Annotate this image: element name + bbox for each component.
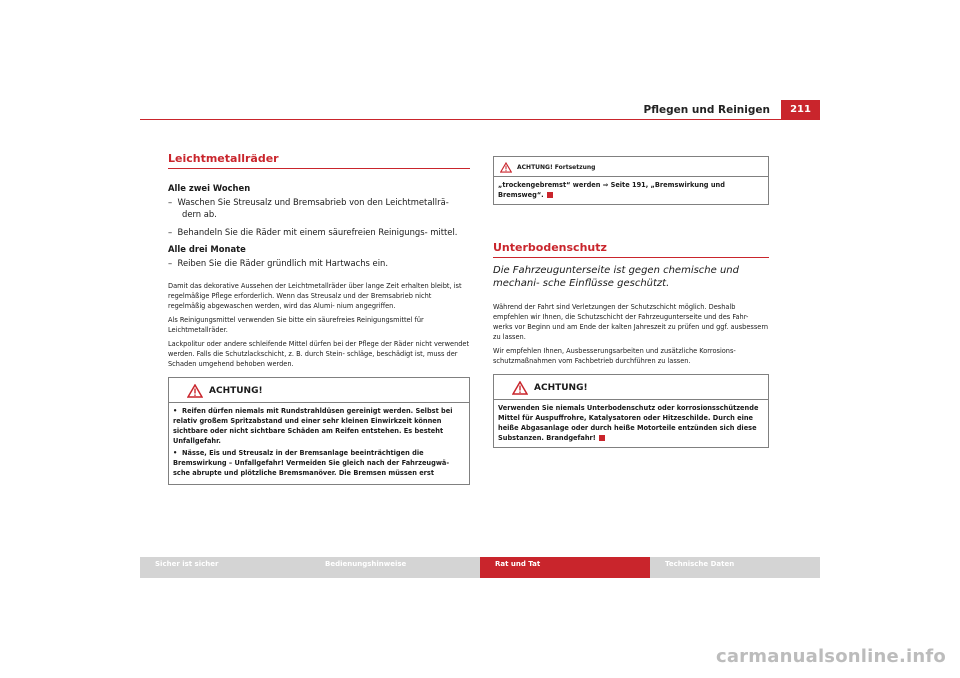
warning-header xyxy=(494,375,768,395)
warning-text: Verwenden Sie niemals Unterbodenschutz oder korrosionsschützende Mittel für Auspuffrohre, Katalysatoren oder Hitzeschilde. Durch eine heiße Abgasanlage oder durch heiße Motorteile entzünden sich diese Substanzen. Brandgefahr! xyxy=(498,404,759,442)
right-column xyxy=(493,156,769,448)
tab-bedienungshinweise[interactable]: Bedienungshinweise xyxy=(310,557,480,578)
subheading-two-weeks: Alle zwei Wochen xyxy=(168,183,251,193)
paragraph-recommendation: Wir empfehlen Ihnen, Ausbesserungsarbeiten und zusätzliche Korrosions- schutzmaßnahmen vom Fachbetrieb durchführen zu lassen. xyxy=(493,347,736,365)
section-title-leichtmetallraeder: Leichtmetallräder xyxy=(168,152,470,169)
warning-continuation-box xyxy=(493,156,769,205)
warning-triangle-icon xyxy=(187,384,203,398)
paragraph-polish: Lackpolitur oder andere schleifende Mittel dürfen bei der Pflege der Räder nicht verwendet werden. Falls die Schutzlackschicht, z. B. durch Stein- schläge, beschädigt ist, muss der Schaden umgehend behoben werden. xyxy=(168,340,470,368)
tab-technische-daten[interactable]: Technische Daten xyxy=(650,557,820,578)
bullet-icon: • xyxy=(173,407,178,415)
warning-triangle-icon xyxy=(500,162,512,173)
warning-continuation-text: „trockengebremst“ werden ⇒ Seite 191, „Bremswirkung und Bremsweg“. xyxy=(498,181,725,199)
tab-rat-und-tat[interactable]: Rat und Tat xyxy=(480,557,650,578)
warning-label: ACHTUNG! xyxy=(534,383,588,393)
step-wash: – Waschen Sie Streusalz und Bremsabrieb von den Leichtmetallrä- dern ab. xyxy=(168,197,449,219)
warning-continuation-body xyxy=(494,177,768,204)
left-column xyxy=(168,152,470,485)
warning-label: ACHTUNG! xyxy=(209,386,263,396)
step-wax: – Reiben Sie die Räder gründlich mit Hartwachs ein. xyxy=(168,258,389,268)
warning-triangle-icon xyxy=(512,381,528,395)
chapter-tabs xyxy=(140,557,820,578)
tab-sicher-ist-sicher[interactable]: Sicher ist sicher xyxy=(140,557,310,578)
step-treat: – Behandeln Sie die Räder mit einem säurefreien Reinigungs- mittel. xyxy=(168,227,458,237)
warning-box xyxy=(168,377,470,485)
warning-body xyxy=(494,400,768,447)
header-divider xyxy=(140,119,820,120)
warning-item-text: Nässe, Eis und Streusalz in der Bremsanlage beeinträchtigen die Bremswirkung – Unfallgefahr! Vermeiden Sie gleich nach der Fahrzeugwä- sche abrupte und plötzliche Bremsmanöver. Die Bremsen müssen erst xyxy=(173,449,450,477)
warning-continuation-header xyxy=(494,157,768,173)
watermark: carmanualsonline.info xyxy=(715,646,946,667)
subheading-three-months: Alle drei Monate xyxy=(168,244,246,254)
warning-item xyxy=(173,406,465,446)
section-intro: Die Fahrzeugunterseite ist gegen chemische und mechani- sche Einflüsse geschützt. xyxy=(493,265,739,289)
section-title-unterbodenschutz: Unterbodenschutz xyxy=(493,241,769,258)
paragraph-inspection: Während der Fahrt sind Verletzungen der Schutzschicht möglich. Deshalb empfehlen wir Ihnen, die Schutzschicht der Fahrzeugunterseite und des Fahr- werks vor Beginn und am Ende der kalten Jahreszeit zu prüfen und ggf. ausbessern zu lassen. xyxy=(493,303,769,341)
warning-body xyxy=(169,403,469,484)
warning-box xyxy=(493,374,769,448)
bullet-icon: • xyxy=(173,449,178,457)
warning-header xyxy=(169,378,469,398)
end-of-section-icon xyxy=(547,192,553,198)
page-number: 211 xyxy=(781,100,820,119)
page-header-title: Pflegen und Reinigen xyxy=(643,104,770,116)
paragraph-care: Damit das dekorative Aussehen der Leichtmetallräder über lange Zeit erhalten bleibt, ist regelmäßige Pflege erforderlich. Wenn das Streusalz und der Bremsabrieb nicht regelmäßig abgewaschen werden, wird das Alumi- nium angegriffen. xyxy=(168,282,462,310)
warning-item xyxy=(173,448,465,478)
end-of-section-icon xyxy=(599,435,605,441)
warning-item-text: Reifen dürfen niemals mit Rundstrahldüsen gereinigt werden. Selbst bei relativ großem Spritzabstand und einer sehr kleinen Einwirkzeit können sichtbare oder nicht sichtbare Schäden am Reifen entstehen. Es besteht Unfallgefahr. xyxy=(173,407,453,445)
warning-continuation-label: ACHTUNG! Fortsetzung xyxy=(517,164,596,171)
paragraph-cleaner: Als Reinigungsmittel verwenden Sie bitte ein säurefreies Reinigungsmittel für Leichtmetallräder. xyxy=(168,316,424,334)
